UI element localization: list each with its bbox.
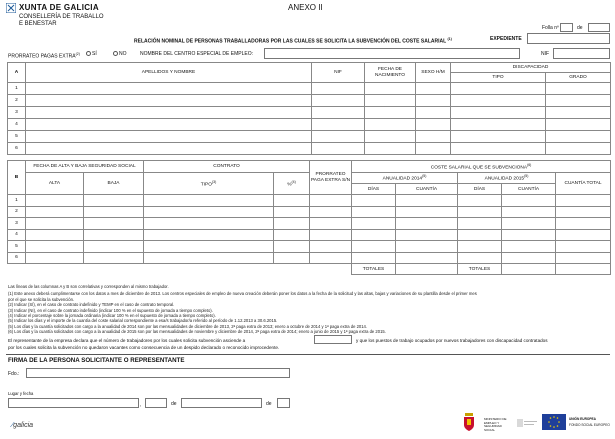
signature-divider (6, 354, 610, 355)
table-b-cell[interactable] (556, 195, 611, 207)
table-a-header-names: APELLIDOS Y NOMBRE (26, 63, 312, 83)
table-b-cell[interactable] (274, 252, 310, 264)
table-row (8, 143, 611, 155)
table-b-cell[interactable] (310, 252, 352, 264)
table-a-cell[interactable] (365, 95, 416, 107)
table-b-cell[interactable] (396, 195, 458, 207)
table-b-annuality-2014-note: (5) (422, 174, 427, 179)
table-a-row-number: 5 (8, 131, 26, 143)
table-b-type-text: TIPO (200, 182, 212, 188)
table-b-cell[interactable] (502, 218, 556, 230)
table-a-cell[interactable] (416, 143, 451, 155)
note-line: por el que se solicita la subvención. (8, 296, 75, 302)
table-a (7, 62, 611, 155)
table-a-cell[interactable] (26, 131, 312, 143)
form-title-note: (1) (447, 37, 452, 41)
signed-label: Fdo.: (8, 371, 20, 377)
worker-count-field[interactable] (314, 335, 352, 344)
table-b-row-number: 2 (8, 206, 26, 218)
annex-title: ANEXO II (288, 3, 323, 12)
table-b-cell[interactable] (144, 229, 274, 241)
table-row (8, 131, 611, 143)
table-b-header-type (144, 173, 274, 195)
table-a-cell[interactable] (26, 119, 312, 131)
footnotes (8, 284, 608, 335)
table-b-annuality-2015-text: ANUALIDAD 2015 (484, 176, 525, 182)
table-a-cell[interactable] (416, 107, 451, 119)
table-b-cell[interactable] (502, 206, 556, 218)
table-b-cell[interactable] (502, 195, 556, 207)
table-a-cell[interactable] (26, 83, 312, 95)
table-row (8, 195, 611, 207)
note-line: (5) Indicar los días y el importe de la cuantía del coste salarial correspondiente a esa/s trabajador/a referido al período de 1.12.2013 a 30.6.2015. (8, 318, 278, 324)
table-b-cell[interactable] (84, 218, 144, 230)
table-a-header-birth: FECHA DE NACIMIENTO (365, 63, 416, 83)
table-b-cell[interactable] (458, 241, 502, 253)
table-b-header-days-2015: DÍAS (458, 184, 502, 195)
department-line1: CONSELLERÍA DE TRABALLO (19, 14, 104, 20)
table-b-row-number: 5 (8, 241, 26, 253)
table-row (8, 119, 611, 131)
declaration-part3: por los cuales solicita la subvención no quedaron vacantes como consecuencia de un despido declarado o reconocido improcedente. (8, 345, 280, 350)
center-nif-label: NIF (541, 51, 550, 57)
table-b-cell[interactable] (352, 206, 396, 218)
table-row (8, 229, 611, 241)
table-b-cell[interactable] (352, 229, 396, 241)
table-b-cell[interactable] (26, 252, 84, 264)
table-a-row-number: 1 (8, 83, 26, 95)
sepe-logo-icon (517, 418, 537, 428)
table-a-header-nif: NIF (312, 63, 365, 83)
table-a-cell[interactable] (416, 131, 451, 143)
table-b-cell[interactable] (144, 195, 274, 207)
table-b-annuality-2014-text: ANUALIDAD 2014 (382, 176, 423, 182)
table-a-header-sex: SEXO H/M (416, 63, 451, 83)
table-a-header-type: TIPO (451, 73, 546, 83)
table-b-cell[interactable] (274, 206, 310, 218)
prorrateo-yes-label: SÍ (92, 51, 97, 57)
table-b-cell[interactable] (274, 229, 310, 241)
table-a-cell[interactable] (546, 95, 611, 107)
table-a-cell[interactable] (451, 131, 546, 143)
expedient-field[interactable] (527, 33, 610, 44)
table-b-cell[interactable] (26, 229, 84, 241)
table-b-cell[interactable] (84, 206, 144, 218)
totals-label-2015: TOTALES (458, 264, 502, 275)
table-a-cell[interactable] (416, 95, 451, 107)
table-a-header-disability: DISCAPACIDAD (451, 63, 611, 73)
table-b-salary-cost-text: COSTE SALARIAL QUE SE SUBVENCIONA (430, 165, 528, 171)
table-b-cell[interactable] (274, 195, 310, 207)
table-b-cell[interactable] (310, 206, 352, 218)
totals-spacer (8, 264, 352, 275)
table-a-cell[interactable] (416, 119, 451, 131)
table-a-cell[interactable] (451, 143, 546, 155)
note-line: (5) Los días y la cuantía solicitados con cargo a la anualidad de 2014 son por las mensualidades de diciembre de 2013, 2ª paga extra de 2013; enero a octubre de 2014 y 1ª paga extra de 2014. (8, 323, 368, 329)
table-b-cell[interactable] (26, 241, 84, 253)
table-b-header-salary-cost (352, 161, 611, 173)
table-a-cell[interactable] (312, 143, 365, 155)
table-row (8, 206, 611, 218)
table-b-cell[interactable] (396, 229, 458, 241)
prorrateo-no-radio-icon[interactable] (113, 51, 118, 56)
table-a-cell[interactable] (416, 83, 451, 95)
ministry-label: MINISTERIO DE EMPLEO Y SEGURIDAD SOCIAL (484, 417, 507, 432)
table-b-cell[interactable] (396, 241, 458, 253)
table-b-cell[interactable] (84, 195, 144, 207)
table-b-header-ss-dates: FECHA DE ALTA Y BAJA SEGURIDAD SOCIAL (26, 161, 144, 173)
table-a-cell[interactable] (546, 107, 611, 119)
table-a-cell[interactable] (365, 107, 416, 119)
prorrateo-no-option[interactable] (113, 51, 127, 57)
prorrateo-yes-radio-icon[interactable] (86, 51, 91, 56)
signature-heading: FIRMA DE LA PERSONA SOLICITANTE O REPRESENTANTE (8, 357, 185, 364)
table-b-row-number: 1 (8, 195, 26, 207)
table-b-cell[interactable] (352, 195, 396, 207)
table-b-header-amount-2014: CUANTÍA (396, 184, 458, 195)
table-b-cell[interactable] (556, 252, 611, 264)
totals-2014-amount[interactable] (396, 264, 458, 275)
year-field[interactable] (277, 398, 290, 408)
table-a-cell[interactable] (26, 107, 312, 119)
note-line: (1) Este anexo deberá cumplimentarse con los datos a mes de diciembre de 2013. Los centros especiales de empleo de nueva creación deberán poner los datos a la fecha de la solicitud y las altas, bajas y variaciones de su plantilla desde el primer mes (8, 291, 477, 297)
table-b-header-total-amount: CUANTÍA TOTAL (556, 173, 611, 195)
place-date-label: Lugar y fecha (8, 391, 34, 396)
table-b-header-annuality-2015 (458, 173, 556, 184)
table-b-row-number: 4 (8, 229, 26, 241)
note-line: (6) Los días y la cuantía solicitados con cargo a la anualidad de 2015 son por las mensualidades de noviembre y diciembre de 2014, 2ª paga extra de 2014; enero a junio de 2015 y 1ª paga extra de 2015. (8, 329, 386, 335)
note-line: (2) Indicar (SÍ), en el caso de contrato indefinido y TEMP en el caso de contrato temporal. (8, 302, 175, 308)
declaration-part2: y que los puestos de trabajo ocupados por nuevos trabajadores con discapacidad contratados (356, 338, 548, 343)
table-b-cell[interactable] (556, 229, 611, 241)
galicia-footer-logo (12, 422, 33, 430)
table-b-cell[interactable] (310, 229, 352, 241)
totals-2015-amount[interactable] (502, 264, 556, 275)
table-b-header-days-2014: DÍAS (352, 184, 396, 195)
table-b-cell[interactable] (144, 252, 274, 264)
table-a-cell[interactable] (26, 95, 312, 107)
table-a-cell[interactable] (546, 83, 611, 95)
table-b-cell[interactable] (274, 241, 310, 253)
center-name-label: NOMBRE DEL CENTRO ESPECIAL DE EMPLEO: (140, 51, 253, 57)
sheet-number-field[interactable] (560, 23, 573, 32)
table-b-cell[interactable] (396, 206, 458, 218)
signed-name-field[interactable] (26, 368, 290, 378)
center-name-field[interactable] (264, 48, 520, 59)
table-row (8, 95, 611, 107)
prorrateo-yes-option[interactable] (86, 51, 97, 57)
table-b-cell[interactable] (396, 218, 458, 230)
table-a-row-number: 3 (8, 107, 26, 119)
table-a-row-number: 6 (8, 143, 26, 155)
form-title-text: RELACIÓN NOMINAL DE PERSONAS TRABALLADORAS POR LAS CUALES SE SOLICITA LA SUBVENCIÓN DEL COSTE SALARIAL (134, 38, 447, 45)
table-a-cell[interactable] (451, 119, 546, 131)
declaration-part1: El representante de la empresa declara que el número de trabajadores por los cuales solicita subvención asciende a (8, 338, 246, 343)
table-b-header-amount-2015: CUANTÍA (502, 184, 556, 195)
prorrateo-label-text: PRORRATEO PAGAS EXTRA (8, 53, 76, 60)
table-row (8, 252, 611, 264)
date-de-1: de (171, 401, 177, 407)
table-a-cell[interactable] (451, 83, 546, 95)
table-b-header-baja: BAJA (84, 173, 144, 195)
totals-row (8, 264, 611, 275)
place-field[interactable] (8, 398, 142, 408)
prorrateo-note: (2) (75, 52, 80, 56)
table-b-cell[interactable] (502, 252, 556, 264)
table-row (8, 241, 611, 253)
table-b-cell[interactable] (556, 206, 611, 218)
table-b-cell[interactable] (144, 241, 274, 253)
table-b-cell[interactable] (458, 206, 502, 218)
table-b-cell[interactable] (310, 241, 352, 253)
totals-grand-amount[interactable] (556, 264, 611, 275)
table-a-section: A (8, 63, 26, 83)
prorrateo-label (8, 51, 80, 60)
table-b-type-note: (3) (211, 179, 217, 184)
table-b-cell[interactable] (502, 241, 556, 253)
spain-coat-of-arms-icon (462, 413, 476, 432)
xunta-logo-icon (6, 3, 16, 13)
table-b-cell[interactable] (310, 218, 352, 230)
table-b-header-annuality-2014 (352, 173, 458, 184)
table-a-header-grade: GRADO (546, 73, 611, 83)
table-a-cell[interactable] (365, 83, 416, 95)
table-b-cell[interactable] (84, 252, 144, 264)
totals-label-2014: TOTALES (352, 264, 396, 275)
table-b-cell[interactable] (352, 218, 396, 230)
day-field[interactable] (145, 398, 167, 408)
table-b-cell[interactable] (26, 206, 84, 218)
prorrateo-no-label: NO (119, 51, 127, 57)
table-b-cell[interactable] (556, 241, 611, 253)
table-a-cell[interactable] (365, 143, 416, 155)
expedient-label: EXPEDIENTE (490, 36, 522, 42)
table-b-cell[interactable] (458, 229, 502, 241)
table-a-cell[interactable] (312, 119, 365, 131)
table-b (7, 160, 611, 275)
table-a-cell[interactable] (451, 107, 546, 119)
table-b-cell[interactable] (26, 218, 84, 230)
table-b-cell[interactable] (396, 252, 458, 264)
table-b-header-contract: CONTRATO (144, 161, 310, 173)
org-name: XUNTA DE GALICIA (19, 3, 99, 12)
table-b-percent-text: % (287, 182, 292, 188)
table-a-cell[interactable] (312, 83, 365, 95)
table-a-cell[interactable] (26, 143, 312, 155)
table-b-cell[interactable] (352, 252, 396, 264)
table-b-cell[interactable] (26, 195, 84, 207)
table-b-row-number: 3 (8, 218, 26, 230)
sheet-label: Folla nº (542, 25, 559, 31)
table-a-cell[interactable] (546, 131, 611, 143)
table-b-salary-note: (6) (527, 162, 532, 167)
table-a-cell[interactable] (312, 95, 365, 107)
table-b-cell[interactable] (84, 229, 144, 241)
date-de-2: de (266, 401, 272, 407)
table-a-row-number: 2 (8, 95, 26, 107)
table-row (8, 218, 611, 230)
table-b-cell[interactable] (84, 241, 144, 253)
table-b-row-number: 6 (8, 252, 26, 264)
table-a-row-number: 4 (8, 119, 26, 131)
table-b-cell[interactable] (458, 195, 502, 207)
table-b-cell[interactable] (556, 218, 611, 230)
table-a-cell[interactable] (312, 107, 365, 119)
table-b-header-percent (274, 173, 310, 195)
month-field[interactable] (181, 398, 262, 408)
table-b-cell[interactable] (502, 229, 556, 241)
table-b-percent-note: (4) (291, 179, 296, 184)
table-b-cell[interactable] (274, 218, 310, 230)
table-a-cell[interactable] (546, 143, 611, 155)
table-b-cell[interactable] (352, 241, 396, 253)
table-b-section: B (8, 161, 26, 195)
sheet-of-label: de (577, 25, 583, 31)
table-a-cell[interactable] (365, 119, 416, 131)
table-a-cell[interactable] (365, 131, 416, 143)
table-b-cell[interactable] (144, 206, 274, 218)
table-a-cell[interactable] (546, 119, 611, 131)
table-row (8, 83, 611, 95)
table-row (8, 107, 611, 119)
table-b-header-alta: ALTA (26, 173, 84, 195)
eu-flag-icon (542, 414, 566, 430)
eu-label: UNIÓN EUROPEA (569, 417, 596, 421)
fse-label: FONDO SOCIAL EUROPEO (569, 423, 610, 427)
sheet-total-field[interactable] (588, 23, 610, 32)
table-a-cell[interactable] (451, 95, 546, 107)
table-b-cell[interactable] (310, 195, 352, 207)
date-comma: , (140, 402, 142, 408)
center-nif-field[interactable] (553, 48, 610, 59)
form-title (134, 36, 452, 45)
table-b-annuality-2015-note: (5) (524, 174, 529, 179)
table-b-header-prorrateo: PRORRATEO PAGA EXTRA S/N (310, 161, 352, 195)
galicia-text: galicia (13, 422, 34, 429)
galicia-logo-icon: ⁄ (12, 422, 14, 429)
table-b-cell[interactable] (144, 218, 274, 230)
table-a-cell[interactable] (312, 131, 365, 143)
note-line: Las líneas de las columnas A y B son correlativas y corresponden al mismo trabajador. (8, 284, 169, 289)
note-line: (4) Indicar el porcentaje sobre la jornada ordinaria (indicar 100 % en el supuesto de jornada a tiempo completo). (8, 313, 216, 319)
table-b-cell[interactable] (458, 252, 502, 264)
department-line2: E BENESTAR (19, 21, 57, 27)
note-line: (3) Indicar (NI), en el caso de contrato indefinido (indicar 100 % en el supuesto de jornada a tiempo completo). (8, 307, 213, 313)
table-b-cell[interactable] (458, 218, 502, 230)
